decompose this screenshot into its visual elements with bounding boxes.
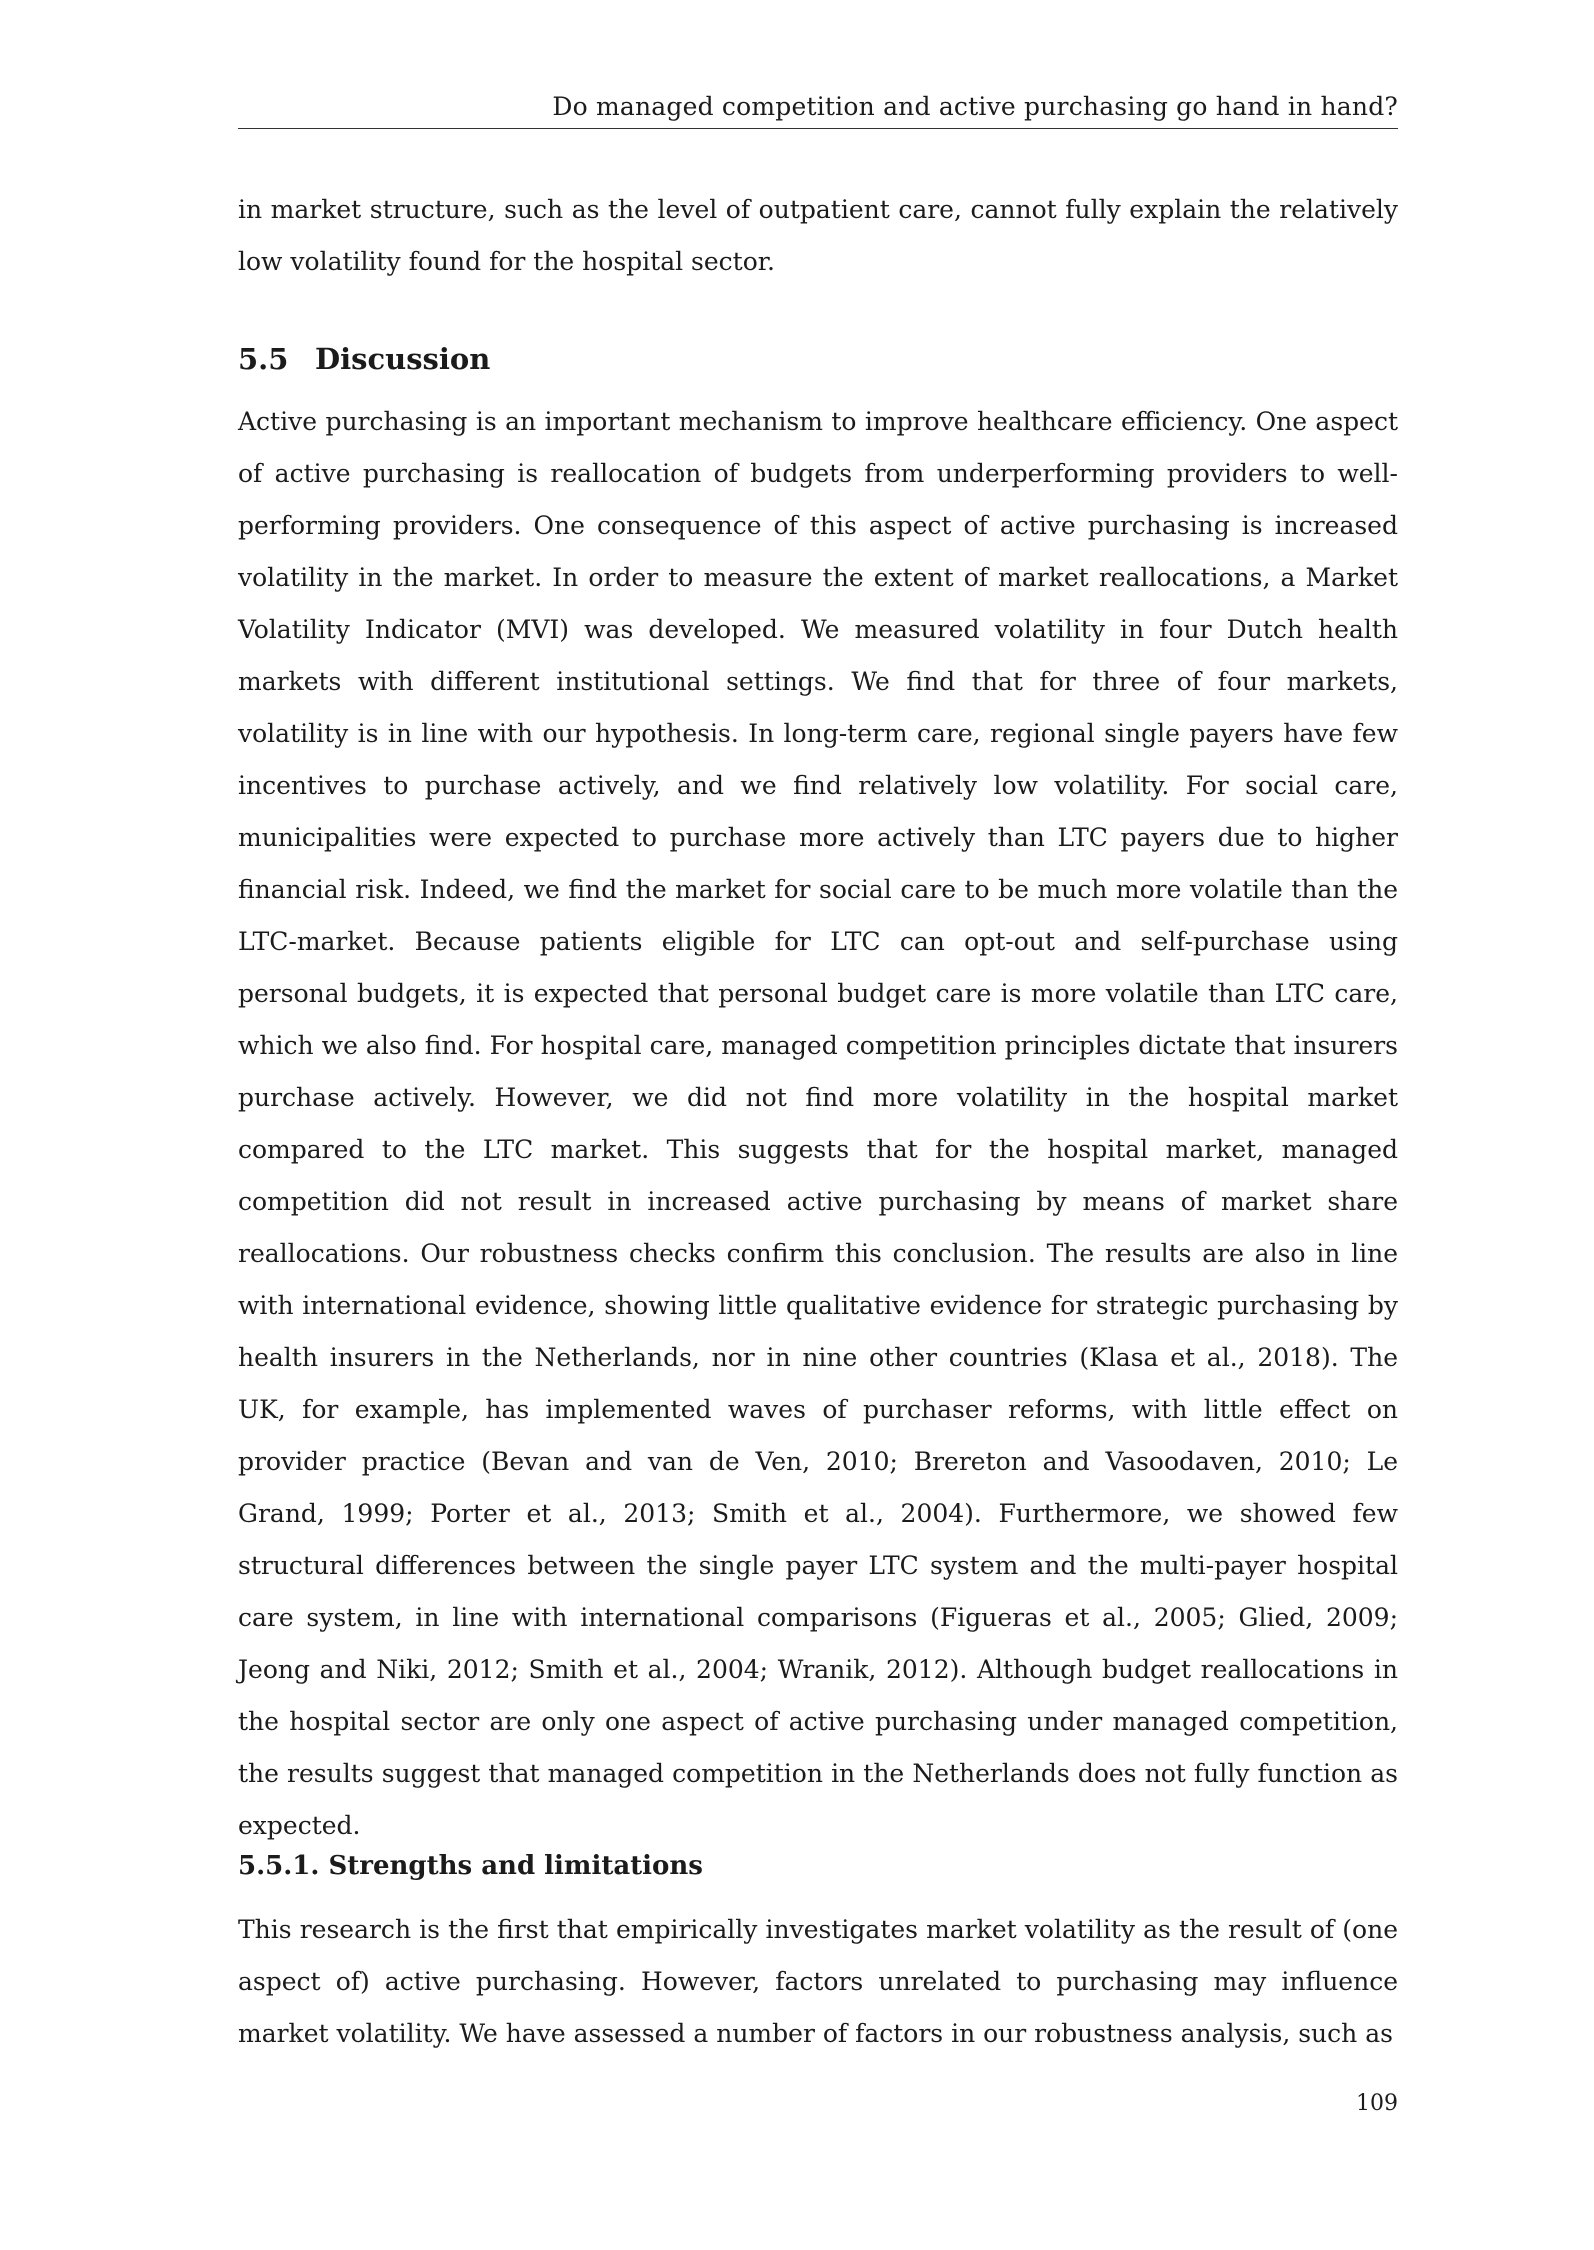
subsection-heading: 5.5.1. Strengths and limitations xyxy=(238,1851,703,1881)
discussion-paragraph: Active purchasing is an important mechanism to improve healthcare efficiency. One aspect of active purchasing is reallocation of budgets from underperforming providers to well-performing providers. One consequence of this aspect of active purchasing is increased volatility in the market. In order to measure the extent of market reallocations, a Market Volatility Indicator (MVI) was developed. We measured volatility in four Dutch health markets with different institutional settings. We find that for three of four markets, volatility is in line with our hypothesis. In long-term care, regional single payers have few incentives to purchase actively, and we find relatively low volatility. For social care, municipalities were expected to purchase more actively than LTC payers due to higher financial risk. Indeed, we find the market for social care to be much more volatile than the LTC-market. Because patients eligible for LTC can opt-out and self-purchase using personal budgets, it is expected that personal budget care is more volatile than LTC care, which we also find. For hospital care, managed competition principles dictate that insurers purchase actively. However, we did not find more volatility in the hospital market compared to the LTC market. This suggests that for the hospital market, managed competition did not result in increased active purchasing by means of market share reallocations. Our robustness checks confirm this conclusion. The results are also in line with international evidence, showing little qualitative evidence for strategic purchasing by health insurers in the Netherlands, nor in nine other countries (Klasa et al., 2018). The UK, for example, has implemented waves of purchaser reforms, with little effect on provider practice (Bevan and van de Ven, 2010; Brereton and Vasoodaven, 2010; Le Grand, 1999; Porter et al., 2013; Smith et al., 2004). Furthermore, we showed few structural differences between the single payer LTC system and the multi-payer hospital care system, in line with international comparisons (Figueras et al., 2005; Glied, 2009; Jeong and Niki, 2012; Smith et al., 2004; Wranik, 2012). Although budget reallocations in the hospital sector are only one aspect of active purchasing under managed competition, the results suggest that managed competition in the Netherlands does not fully function as expected. xyxy=(238,407,1398,1840)
strengths-paragraph: This research is the first that empirically investigates market volatility as the result of (one aspect of) active purchasing. However, factors unrelated to purchasing may influence market volatility. We have assessed a number of factors in our robustness analysis, such as xyxy=(238,1915,1398,2048)
section-number: 5.5 xyxy=(238,342,289,376)
section-title: Discussion xyxy=(315,342,491,376)
intro-paragraph: in market structure, such as the level of outpatient care, cannot fully explain the relatively low volatility found for the hospital sector. xyxy=(238,195,1398,276)
section-heading xyxy=(238,339,1398,379)
running-header-title: Do managed competition and active purchasing go hand in hand? xyxy=(552,92,1398,121)
page-number: 109 xyxy=(1356,2091,1398,2116)
running-header xyxy=(238,92,1398,129)
